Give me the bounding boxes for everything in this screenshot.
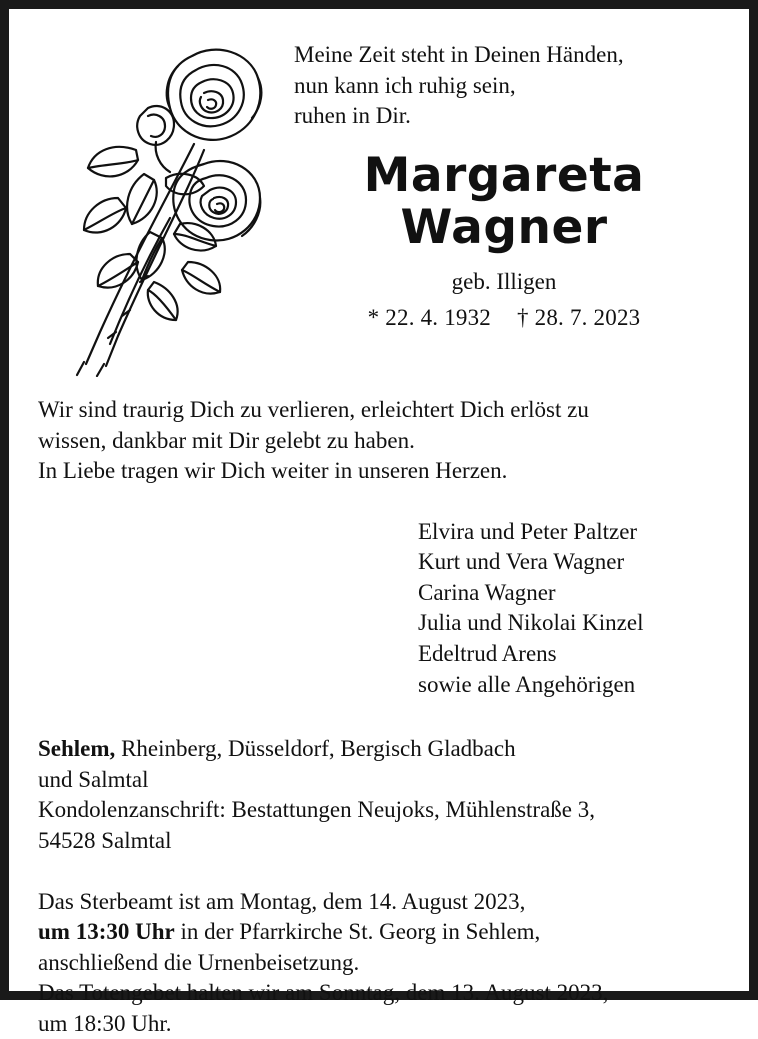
- maiden-name: geb. Illigen: [451, 268, 557, 294]
- places-line-1: [38, 734, 720, 765]
- service-line-3: anschließend die Urnenbeisetzung.: [38, 949, 360, 975]
- service-time: um 13:30 Uhr: [38, 919, 175, 945]
- family-member-5: Edeltrud Arens: [418, 641, 557, 667]
- family-member-3: Carina Wagner: [418, 579, 556, 605]
- verse: [288, 40, 720, 132]
- death-date: † 28. 7. 2023: [517, 304, 641, 330]
- places-block: [38, 734, 720, 856]
- service-line-1: Das Sterbeamt ist am Montag, dem 14. August 2023,: [38, 888, 526, 914]
- service-line-5: um 18:30 Uhr.: [38, 1010, 172, 1036]
- places-line-2: und Salmtal: [38, 766, 149, 792]
- life-dates: [288, 305, 720, 331]
- deceased-last-name: Wagner: [400, 200, 608, 256]
- verse-line-3: ruhen in Dir.: [294, 103, 411, 129]
- primary-place: Sehlem,: [38, 736, 116, 762]
- service-line-2: [38, 917, 720, 948]
- deceased-first-name: Margareta: [363, 147, 645, 203]
- family-member-2: Kurt und Vera Wagner: [418, 549, 625, 575]
- family-list: [38, 517, 720, 700]
- other-places: Rheinberg, Düsseldorf, Bergisch Gladbach: [115, 736, 516, 762]
- deceased-name: [288, 147, 720, 256]
- family-member-4: Julia und Nikolai Kinzel: [418, 610, 644, 636]
- mourning-message: [38, 395, 720, 487]
- verse-line-1: Meine Zeit steht in Deinen Händen,: [294, 42, 624, 67]
- birth-date: * 22. 4. 1932: [367, 304, 491, 330]
- condolence-address-line-2: 54528 Salmtal: [38, 827, 172, 853]
- mourning-message-line-1: Wir sind traurig Dich zu verlieren, erleichtert Dich erlöst zu: [38, 397, 589, 422]
- verse-line-2: nun kann ich ruhig sein,: [294, 72, 516, 98]
- service-details: [38, 887, 720, 1039]
- family-member-1: Elvira und Peter Paltzer: [418, 518, 638, 544]
- rose-bouquet-icon: [38, 26, 284, 377]
- obituary-header: [38, 26, 720, 377]
- condolence-address-line-1: Kondolenzanschrift: Bestattungen Neujoks, Mühlenstraße 3,: [38, 797, 595, 823]
- mourning-message-line-3: In Liebe tragen wir Dich weiter in unseren Herzen.: [38, 458, 508, 484]
- mourning-message-line-2: wissen, dankbar mit Dir gelebt zu haben.: [38, 427, 415, 453]
- obituary-inner-frame: [9, 9, 749, 1036]
- family-member-6: sowie alle Angehörigen: [418, 671, 636, 697]
- service-line-4: Das Totengebet halten wir am Sonntag, dem 13. August 2023,: [38, 980, 609, 1006]
- header-text-block: [284, 26, 720, 331]
- service-location: in der Pfarrkirche St. Georg in Sehlem,: [174, 919, 541, 945]
